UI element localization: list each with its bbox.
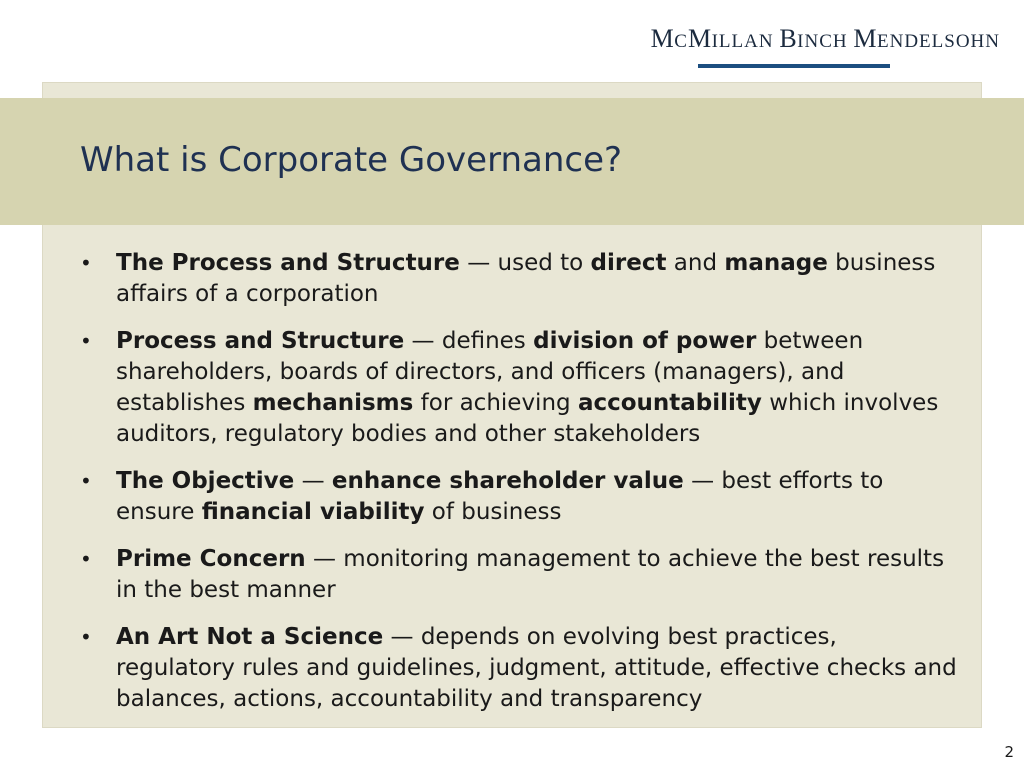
bullet-emphasis: mechanisms <box>252 390 414 416</box>
bullet-text: — used to <box>459 250 591 276</box>
bullet-dot-icon: • <box>80 625 92 649</box>
bullet-emphasis: enhance shareholder value <box>331 468 684 494</box>
logo-part: ENDELSOHN <box>877 31 1000 52</box>
bullet-emphasis: The Process and Structure <box>116 250 460 276</box>
bullet-emphasis: Process and Structure <box>116 328 405 354</box>
bullet-list <box>80 248 960 731</box>
logo-part: INCH <box>797 31 854 52</box>
bullet-text: between shareholders, boards of directors, and officers (managers), and establishes <box>116 328 864 416</box>
bullet-emphasis: Prime Concern <box>116 546 306 572</box>
logo-part: C <box>674 31 688 52</box>
bullet-dot-icon: • <box>80 547 92 571</box>
firm-logo <box>651 24 1000 54</box>
bullet-dot-icon: • <box>80 469 92 493</box>
bullet-emphasis: financial viability <box>201 499 425 525</box>
bullet-emphasis: accountability <box>577 390 762 416</box>
logo-part: M <box>853 24 877 53</box>
bullet-emphasis: The Objective <box>116 468 295 494</box>
bullet-text: for achieving <box>413 390 578 416</box>
bullet-text: business affairs of a corporation <box>116 250 936 307</box>
bullet-emphasis: direct <box>590 250 667 276</box>
logo-underline <box>698 64 890 68</box>
bullet-text: — defines <box>404 328 534 354</box>
bullet-emphasis: division of power <box>533 328 757 354</box>
page-number: 2 <box>1004 743 1014 761</box>
bullet-item <box>80 466 960 528</box>
bullet-text: of business <box>424 499 562 525</box>
bullet-text: — best efforts to ensure <box>116 468 884 525</box>
bullet-text: — monitoring management to achieve the best results in the best manner <box>116 546 945 603</box>
logo-part: ILLAN <box>711 31 780 52</box>
bullet-dot-icon: • <box>80 251 92 275</box>
bullet-item <box>80 248 960 310</box>
bullet-text: which involves auditors, regulatory bodies and other stakeholders <box>116 390 939 447</box>
bullet-dot-icon: • <box>80 329 92 353</box>
bullet-item <box>80 326 960 450</box>
slide-title: What is Corporate Governance? <box>80 140 623 180</box>
bullet-emphasis: manage <box>724 250 828 276</box>
bullet-text: and <box>666 250 725 276</box>
bullet-emphasis: An Art Not a Science <box>116 624 384 650</box>
bullet-text: — <box>294 468 332 494</box>
bullet-item <box>80 544 960 606</box>
logo-part: M <box>687 24 712 53</box>
logo-part: M <box>650 24 675 53</box>
bullet-item <box>80 622 960 715</box>
bullet-text: — depends on evolving best practices, regulatory rules and guidelines, judgment, attitude, effective checks and balances, actions, accountability and transparency <box>116 624 957 712</box>
logo-part: B <box>779 24 798 53</box>
